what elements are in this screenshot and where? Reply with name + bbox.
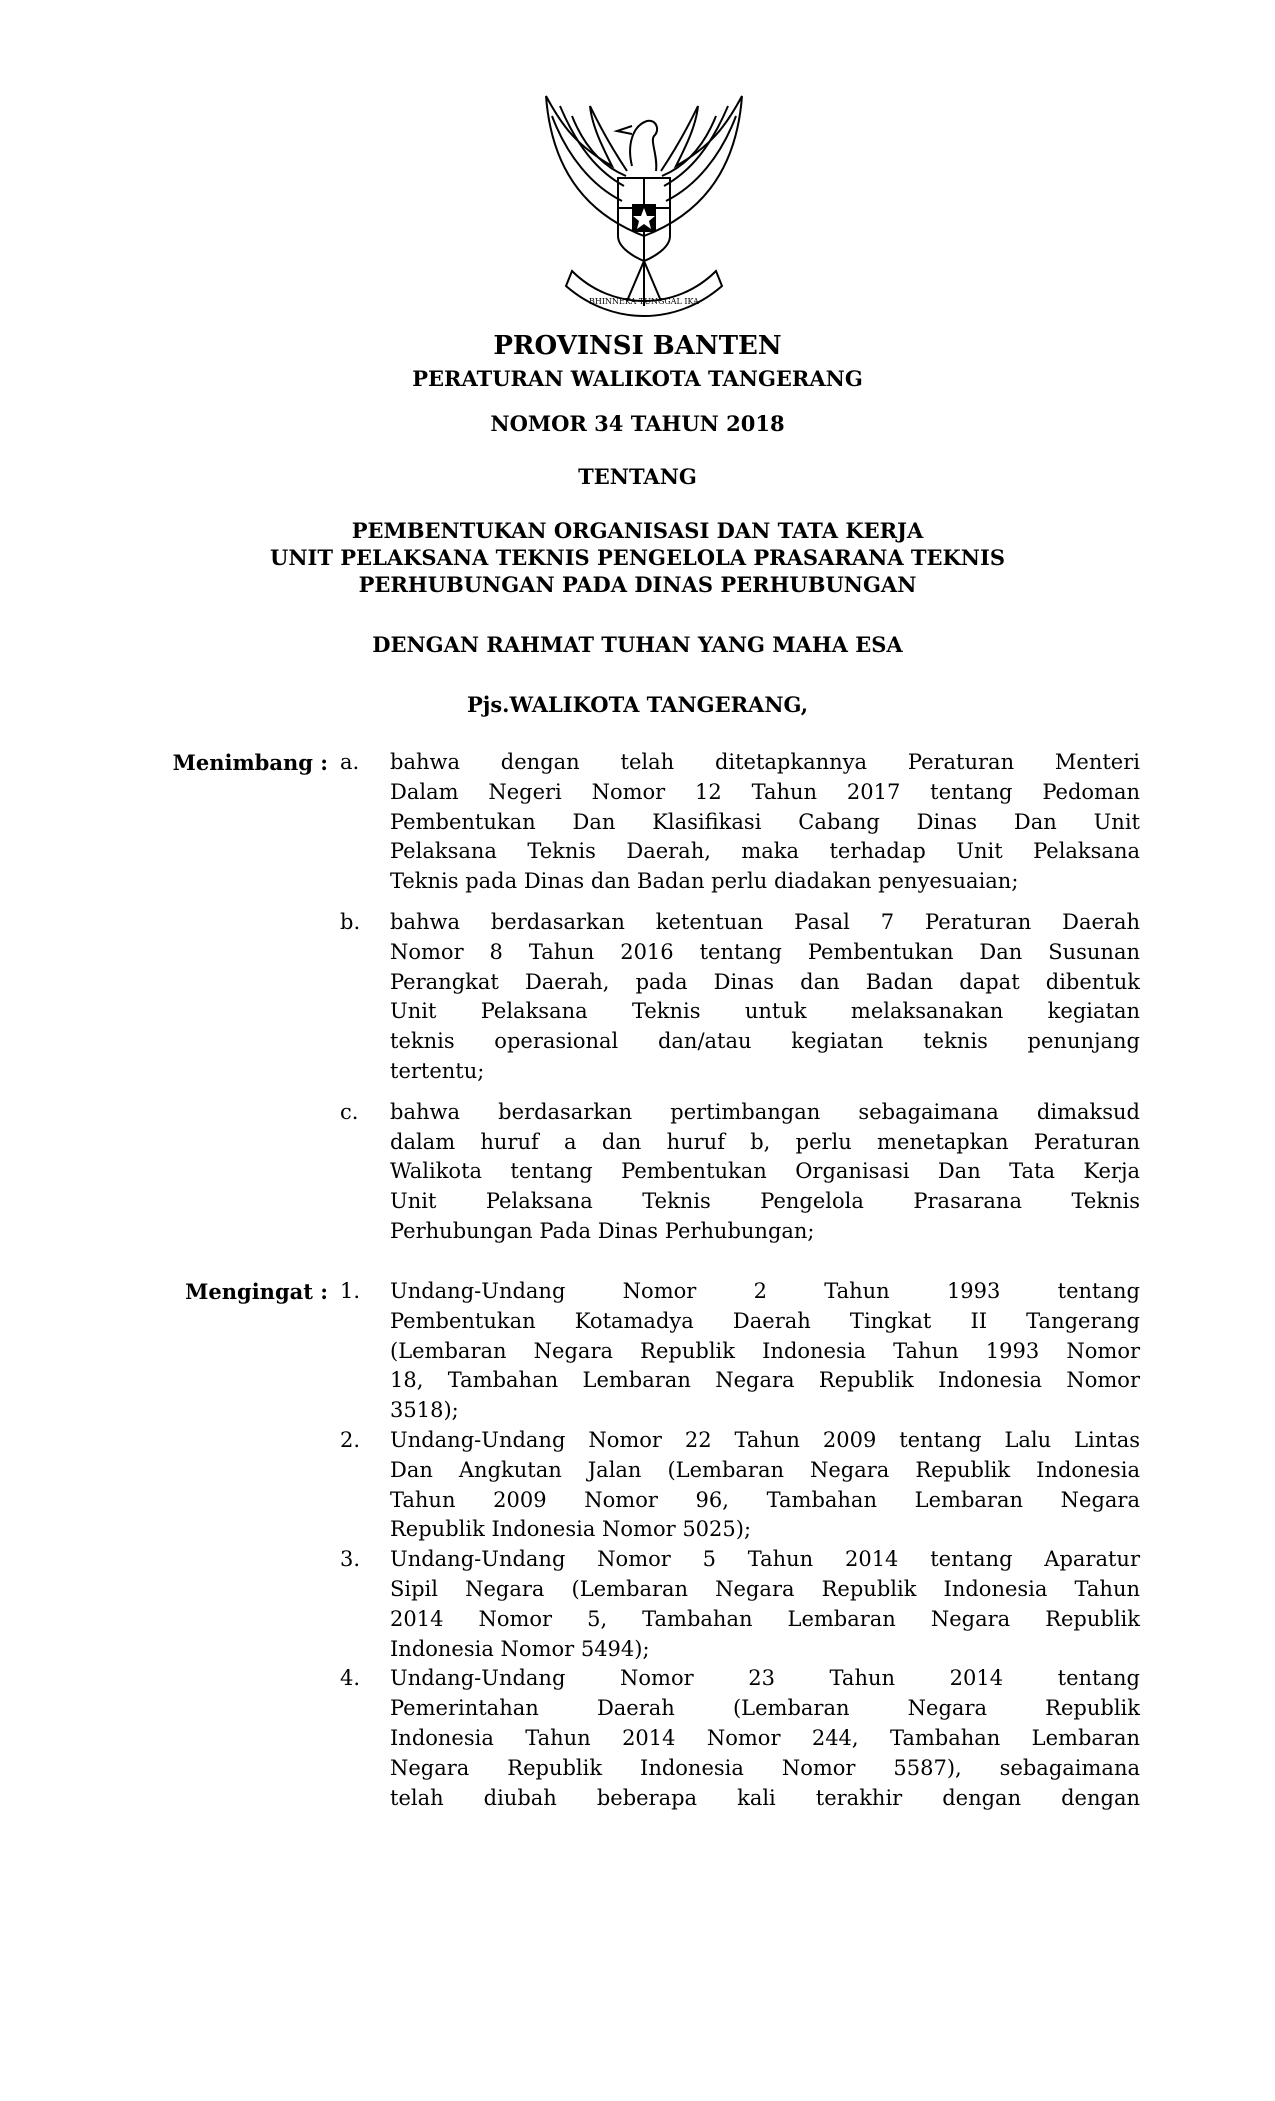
item-text [390, 908, 1140, 1087]
item-text [390, 1426, 1140, 1545]
text-line: Perhubungan Pada Dinas Perhubungan; [390, 1218, 815, 1243]
text-line: teknis operasional dan/atau kegiatan teknis penunjang [390, 1029, 1140, 1054]
text-line: Pembentukan Kotamadya Daerah Tingkat II Tangerang [390, 1308, 1140, 1333]
text-line: bahwa berdasarkan ketentuan Pasal 7 Peraturan Daerah [390, 910, 1140, 934]
text-line: Dalam Negeri Nomor 12 Tahun 2017 tentang Pedoman [390, 779, 1140, 804]
item-marker: c. [340, 1099, 359, 1124]
item-marker: 3. [340, 1547, 361, 1572]
text-line: dalam huruf a dan huruf b, perlu menetapkan Peraturan [390, 1129, 1140, 1154]
regulation-number: NOMOR 34 TAHUN 2018 [490, 411, 785, 436]
blessing-heading: DENGAN RAHMAT TUHAN YANG MAHA ESA [372, 632, 903, 657]
text-line: Undang-Undang Nomor 5 Tahun 2014 tentang Aparatur [390, 1547, 1140, 1572]
about-heading: TENTANG [578, 464, 697, 489]
title-line-2: UNIT PELAKSANA TEKNIS PENGELOLA PRASARANA TEKNIS [270, 545, 1005, 570]
text-line: Undang-Undang Nomor 23 Tahun 2014 tentang [390, 1666, 1140, 1691]
item-marker: a. [340, 750, 360, 774]
item-text [390, 1098, 1140, 1247]
item-marker: b. [340, 910, 361, 934]
menimbang-label: Menimbang : [172, 750, 328, 775]
text-line: Pembentukan Dan Klasifikasi Cabang Dinas Dan Unit [390, 809, 1140, 834]
text-line: Perangkat Daerah, pada Dinas dan Badan dapat dibentuk [390, 969, 1140, 994]
emblem-motto: BHINNEKA TUNGGAL IKA [589, 297, 699, 306]
text-line: Negara Republik Indonesia Nomor 5587), sebagaimana [390, 1755, 1140, 1780]
item-marker: 1. [340, 1279, 361, 1303]
text-line: Undang-Undang Nomor 2 Tahun 1993 tentang [390, 1279, 1140, 1303]
item-text [390, 1545, 1140, 1664]
title-line-3: PERHUBUNGAN PADA DINAS PERHUBUNGAN [358, 572, 917, 597]
text-line: Tahun 2009 Nomor 96, Tambahan Lembaran Negara [390, 1487, 1140, 1512]
text-line: Republik Indonesia Nomor 5025); [390, 1517, 752, 1542]
province-title: PROVINSI BANTEN [493, 331, 782, 361]
text-line: bahwa dengan telah ditetapkannya Peraturan Menteri [390, 750, 1140, 774]
text-line: 3518); [390, 1398, 459, 1423]
official-heading: Pjs.WALIKOTA TANGERANG, [466, 692, 809, 717]
item-marker: 4. [340, 1666, 361, 1691]
text-line: Unit Pelaksana Teknis untuk melaksanakan kegiatan [390, 999, 1140, 1024]
text-line: Pemerintahan Daerah (Lembaran Negara Republik [390, 1696, 1140, 1721]
text-line: Undang-Undang Nomor 22 Tahun 2009 tentang Lalu Lintas [390, 1428, 1140, 1452]
text-line: tertentu; [390, 1058, 485, 1083]
garuda-pancasila-emblem [532, 86, 756, 322]
text-line: Indonesia Tahun 2014 Nomor 244, Tambahan Lembaran [390, 1725, 1140, 1750]
text-line: Pelaksana Teknis Daerah, maka terhadap Unit Pelaksana [390, 839, 1140, 864]
item-marker: 2. [340, 1428, 361, 1452]
text-line: Sipil Negara (Lembaran Negara Republik Indonesia Tahun [390, 1576, 1140, 1601]
item-text [390, 1664, 1140, 1813]
text-line: Dan Angkutan Jalan (Lembaran Negara Republik Indonesia [390, 1457, 1140, 1482]
text-line: bahwa berdasarkan pertimbangan sebagaimana dimaksud [390, 1099, 1140, 1124]
mengingat-label: Mengingat : [185, 1279, 328, 1304]
text-line: Indonesia Nomor 5494); [390, 1636, 650, 1661]
text-line: 18, Tambahan Lembaran Negara Republik Indonesia Nomor [390, 1368, 1140, 1393]
item-text [390, 748, 1140, 897]
item-text [390, 1277, 1140, 1426]
text-line: Teknis pada Dinas dan Badan perlu diadakan penyesuaian; [390, 869, 1019, 894]
text-line: telah diubah beberapa kali terakhir dengan dengan [390, 1785, 1140, 1810]
text-line: 2014 Nomor 5, Tambahan Lembaran Negara Republik [390, 1606, 1140, 1631]
regulation-title: PERATURAN WALIKOTA TANGERANG [412, 366, 863, 391]
text-line: Nomor 8 Tahun 2016 tentang Pembentukan Dan Susunan [390, 939, 1140, 964]
text-line: (Lembaran Negara Republik Indonesia Tahun 1993 Nomor [390, 1338, 1140, 1363]
title-line-1: PEMBENTUKAN ORGANISASI DAN TATA KERJA [351, 518, 924, 543]
text-line: Unit Pelaksana Teknis Pengelola Prasarana Teknis [390, 1189, 1140, 1214]
text-line: Walikota tentang Pembentukan Organisasi Dan Tata Kerja [390, 1159, 1140, 1184]
